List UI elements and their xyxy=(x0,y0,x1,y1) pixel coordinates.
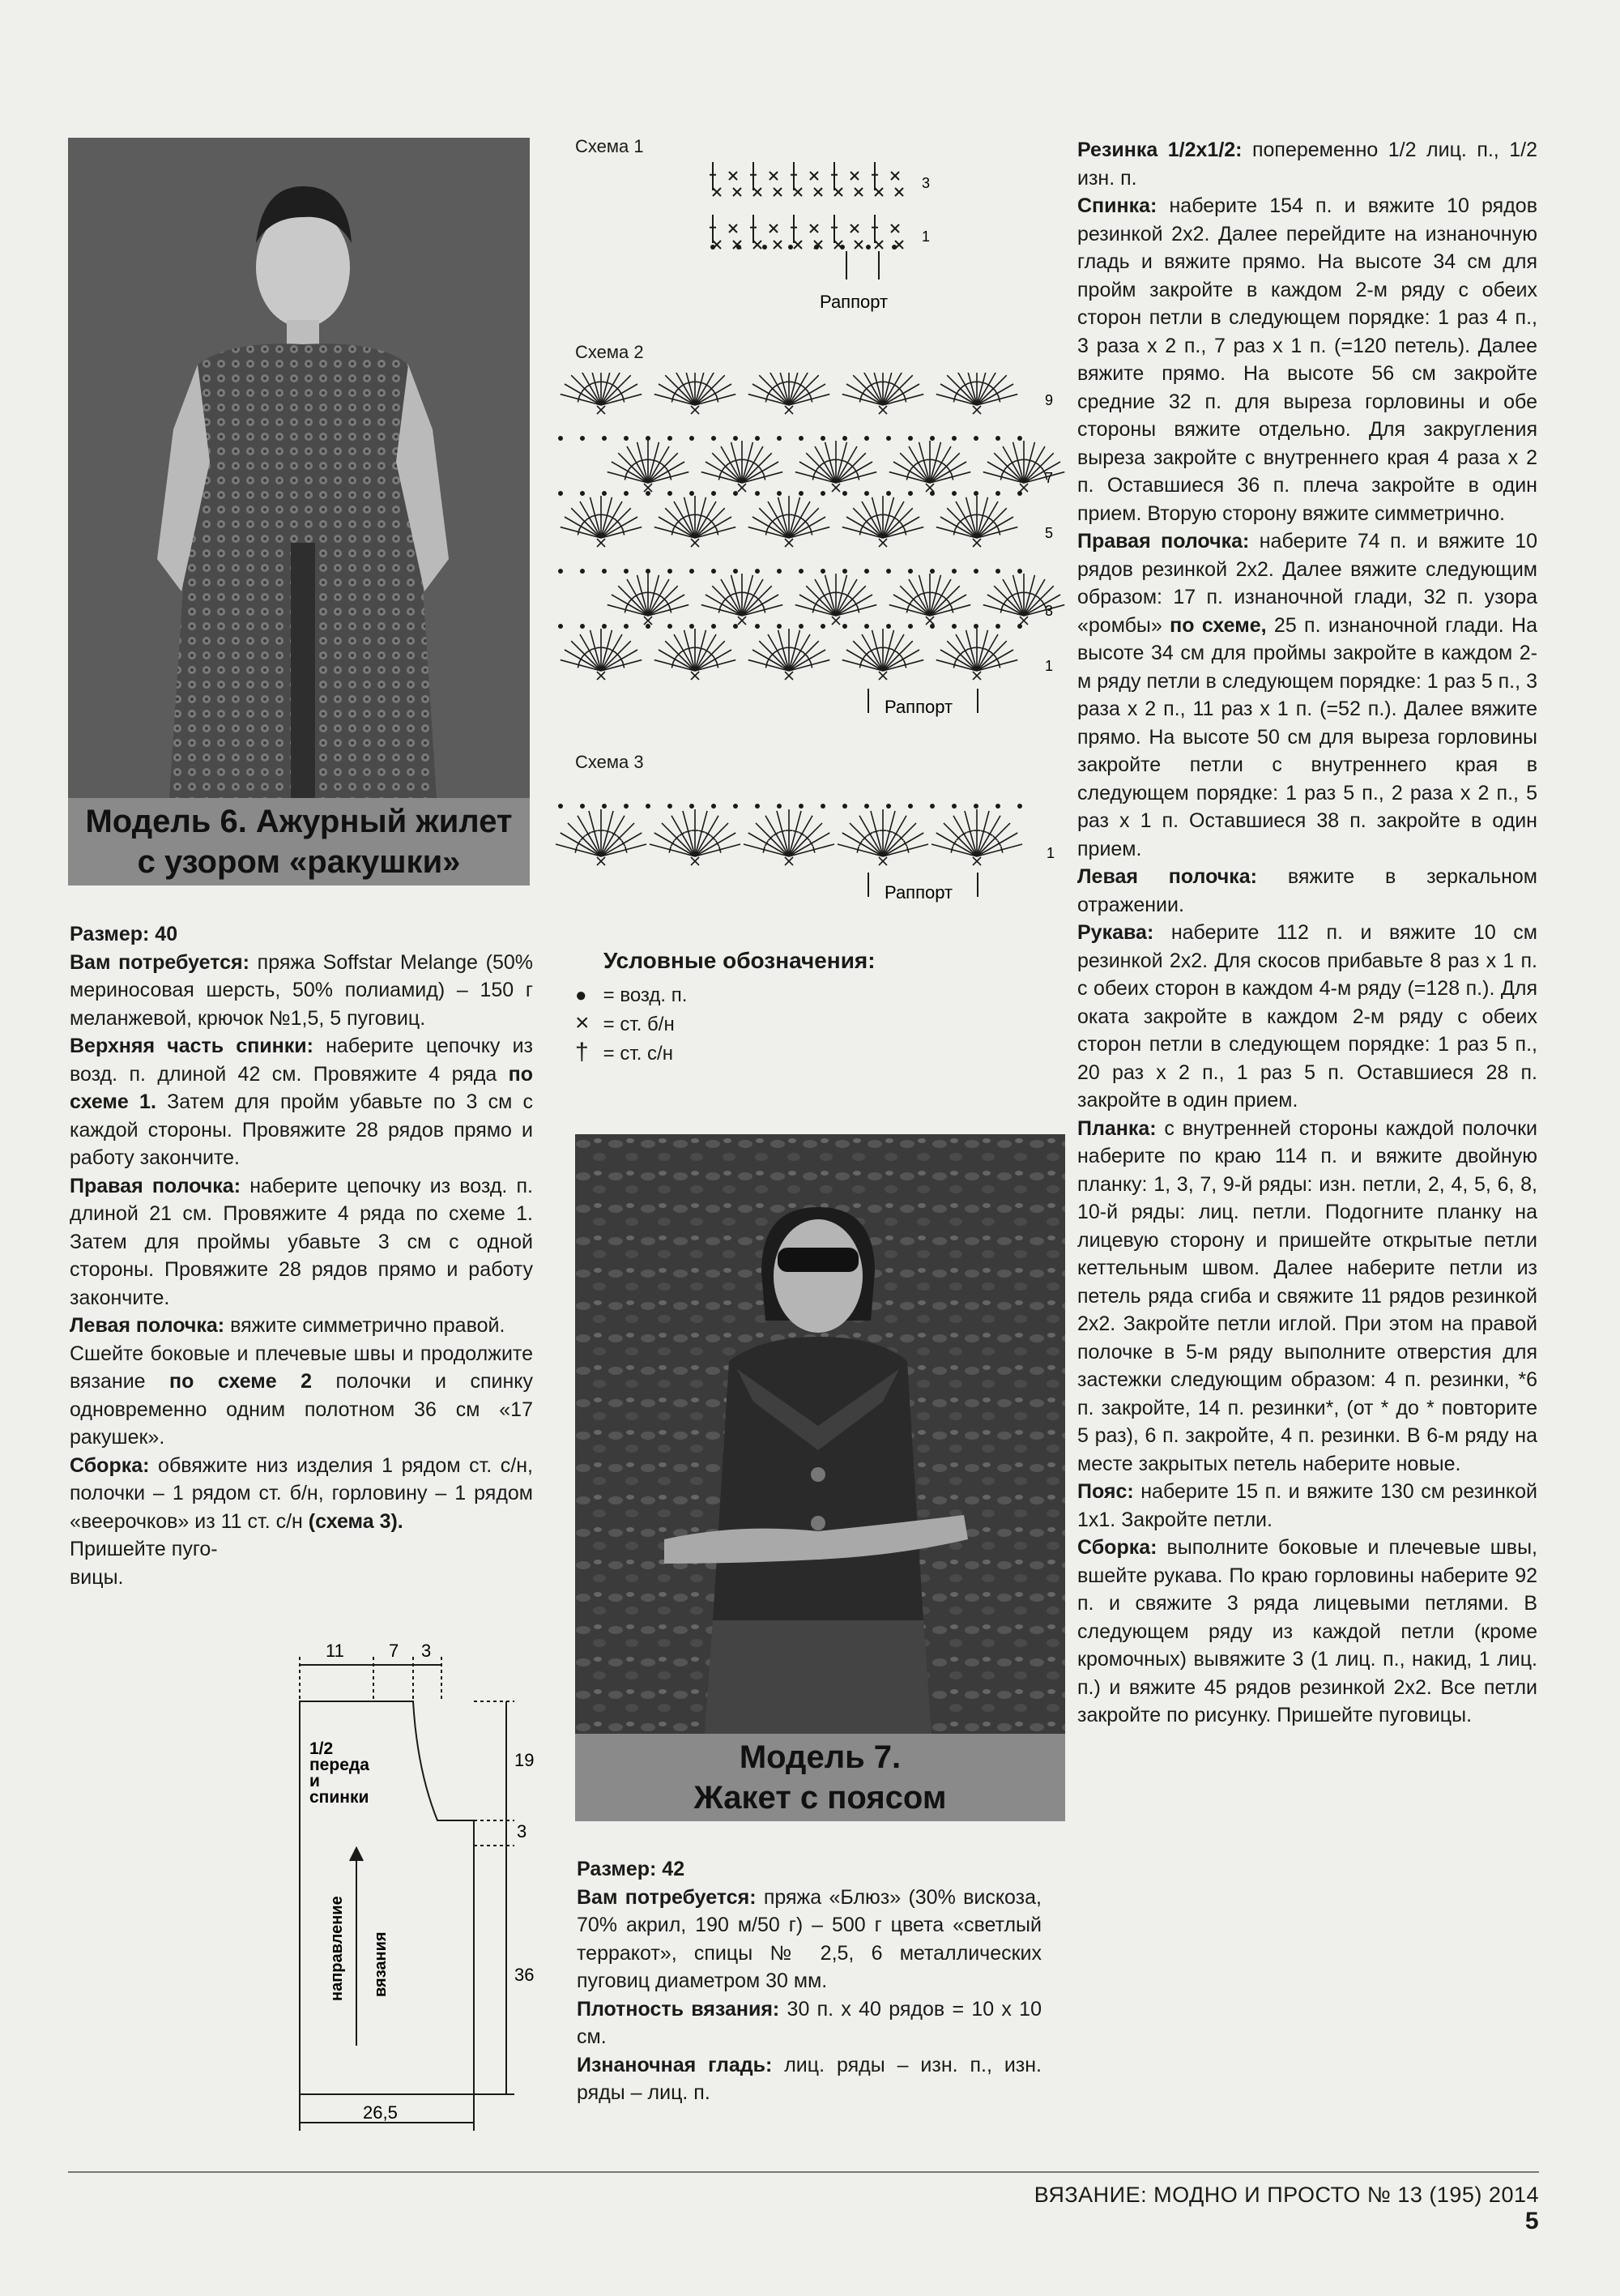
footer xyxy=(1021,2183,1539,2235)
schema2-label: Схема 2 xyxy=(575,342,644,362)
model7-purl-text: лиц. ряды – изн. п., изн. ряды – лиц. п. xyxy=(577,2053,1042,2104)
model6-seams-text-b: полочки и спинку одновременно одним полотном 36 см «17 ракушек». xyxy=(70,1370,533,1449)
model7-instructions xyxy=(577,1855,1042,2107)
dim-right-19: 19 xyxy=(514,1750,535,1770)
label-half: 1/2 xyxy=(309,1739,334,1758)
schema2-row-1: 1 xyxy=(1045,658,1054,674)
model7-density-label: Плотность вязания: xyxy=(577,1997,780,2021)
direction-text-2: вязания xyxy=(372,1931,390,1997)
model7-density-text: 30 п. х 40 рядов = 10 х 10 см. xyxy=(577,1997,1042,2048)
label-front: переда xyxy=(309,1756,369,1774)
right-front-bold: по схеме, xyxy=(1170,613,1267,637)
model7-figure xyxy=(575,1134,1065,1734)
schema3-label: Схема 3 xyxy=(575,752,644,772)
right-front-text-b: 25 п. изнаночной глади. На высоте 34 см для проймы закройте в каждом 2-м ряду петли в следующем порядке: 1 раз 5 п., 3 раза х 2 п., 11 раз х 1 п. (=52 п.). Далее вяжите прямо. На высоте 50 см для выреза горловины закройте петли с внутреннего края в следующем порядке: 1 раз 5 п., 2 раза х 2 п., 5 раз х 1 п. Оставшиеся 38 п. закройте в один прием. xyxy=(1077,613,1537,860)
model6-left-text: вяжите симметрично правой. xyxy=(224,1314,505,1337)
left-front-label: Левая полочка: xyxy=(1077,865,1258,888)
model6-back-top-text-b: Затем для пройм убавьте по 3 см с каждой стороны. Провяжите 28 рядов прямо и работу закончите. xyxy=(70,1090,533,1169)
footer-rule xyxy=(68,2171,1539,2173)
schema2-row-7: 7 xyxy=(1045,470,1054,486)
model6-seams-text-a: Сшейте боковые и плечевые швы и продолжите вязание xyxy=(70,1342,533,1393)
schema3-rapport: Раппорт xyxy=(885,882,953,903)
model6-size: Размер: 40 xyxy=(70,923,178,945)
model6-figure xyxy=(68,138,530,798)
model6-right-text: наберите цепочку из возд. п. длиной 21 см. Провяжите 4 ряда по схеме 1. Затем для проймы убавьте 3 см с одной стороны. Провяжите 28 рядов прямо и работу закончите. xyxy=(70,1174,533,1309)
assembly-text: выполните боковые и плечевые швы, вшейте рукава. По краю горловины наберите 92 п. и свяжите 3 ряда лицевыми петлями. В следующем ряду из каждой петли (кроме кромочных) вывяжите 3 (1 лиц. п., накид, 1 лиц. п.) и вяжите 45 рядов резинкой 2х2. Все петли закройте по рисунку. Пришейте пуговицы. xyxy=(1077,1536,1537,1726)
dim-bottom: 26,5 xyxy=(363,2102,398,2123)
left-front-text: вяжите в зеркальном отражении. xyxy=(1077,865,1537,916)
pattern-svg xyxy=(275,1632,543,2139)
schema2-svg xyxy=(552,373,1071,723)
belt-label: Пояс: xyxy=(1077,1480,1134,1503)
schema2-row-5: 5 xyxy=(1045,525,1054,541)
model7-needs-text: пряжа «Блюз» (30% вискоза, 70% акрил, 190 м/50 г) – 500 г цвета «светлый терракот», спицы № 2,5, 6 металлических пуговиц диаметром 30 мм. xyxy=(577,1885,1042,1992)
model7-caption xyxy=(575,1734,1065,1821)
schema3-row-1: 1 xyxy=(1047,845,1055,861)
legend-symbol-chain: ● xyxy=(575,984,587,1006)
model6-left-label: Левая полочка: xyxy=(70,1314,225,1337)
band-text: с внутренней стороны каждой полочки наберите по краю 114 п. и вяжите двойную планку: 1, 3, 7, 9-й ряды: изн. петли, 2, 4, 5, 6, 8, 10-й ряды: лиц. петли. Подогните планку на лицевую сторону и пришейте открытые петли кеттельным швом. Далее наберите петли из петель ряда сгиба и свяжите 11 рядов резинкой 2х2. Закройте петли иглой. При этом на правой полочке в 5-м ряду выполните отверстия для застежки следующим образом: 4 п. резинки, *6 п. закройте, 14 п. резинки*, (от * до * повторите 5 раз), 6 п. закройте, 4 п. резинки. В 6-м ряду на месте закрытых петель наберите новые. xyxy=(1077,1116,1537,1475)
model7-photo xyxy=(575,1134,1065,1734)
sleeves-label: Рукава: xyxy=(1077,921,1154,944)
label-and: и xyxy=(309,1772,320,1790)
schema3-svg xyxy=(552,782,1071,911)
right-front-text-a: наберите 74 п. и вяжите 10 рядов резинкой 2х2. Далее вяжите следующим образом: 17 п. изнаночной глади, 32 п. узора «ромбы» xyxy=(1077,530,1538,637)
dim-right-3: 3 xyxy=(517,1821,527,1841)
model6-instructions xyxy=(70,920,533,1591)
schema2-row-9: 9 xyxy=(1045,392,1054,408)
rib-text: попеременно 1/2 лиц. п., 1/2 изн. п. xyxy=(1077,139,1538,190)
schema2-row-3: 3 xyxy=(1045,603,1054,619)
legend-text-sc: = ст. б/н xyxy=(603,1014,675,1035)
page-number: 5 xyxy=(1524,2208,1539,2234)
legend-item-sc xyxy=(575,1009,932,1039)
legend-item-dc xyxy=(575,1039,932,1068)
assembly-label: Сборка: xyxy=(1077,1536,1157,1559)
dim-top-3: 3 xyxy=(421,1641,432,1661)
schema1-row-1: 1 xyxy=(922,228,931,245)
model7-caption-line1: Модель 7. xyxy=(739,1739,902,1775)
schema3-chart xyxy=(552,782,1071,911)
schema1-chart xyxy=(705,138,956,320)
dim-top-7: 7 xyxy=(389,1641,399,1661)
legend xyxy=(575,948,932,1068)
schema1-rapport: Раппорт xyxy=(820,292,889,312)
model7-size: Размер: 42 xyxy=(577,1858,685,1880)
schema1-row-3: 3 xyxy=(922,175,931,191)
band-label: Планка: xyxy=(1077,1116,1157,1140)
pattern-drawing xyxy=(275,1632,543,2139)
model7-needs-label: Вам потребуется: xyxy=(577,1885,757,1909)
model6-seams-bold: по схеме 2 xyxy=(169,1370,313,1393)
model6-back-top-text-a: наберите цепочку из возд. п. длиной 42 см. Провяжите 4 ряда xyxy=(70,1035,534,1086)
back-text: наберите 154 п. и вяжите 10 рядов резинкой 2х2. Далее перейдите на изнаночную гладь и вяжите прямо. На высоте 34 см для пройм закройте в каждом 2-м ряду с обеих сторон петли в следующем порядке: 1 раз 4 п., 3 раза х 2 п., 7 раз х 1 п. (=120 петель). Далее вяжите прямо. На высоте 56 см закройте средние 32 п. для выреза горловины и обе стороны вяжите отдельно. Для закругления выреза закройте с внутреннего края 4 раза х 2 п. Оставшиеся 36 п. плеча закройте в один прием. Вторую сторону вяжите симметрично. xyxy=(1077,194,1537,525)
schema1-svg xyxy=(705,138,956,320)
model6-assembly-line2: вицы. xyxy=(70,1565,124,1589)
model6-assembly-text-a: обвяжите низ изделия 1 рядом ст. с/н, полочки – 1 рядом ст. б/н, горловину – 1 рядом «веерочков» из 11 ст. с/н xyxy=(70,1453,533,1533)
legend-title: Условные обозначения: xyxy=(603,948,876,973)
model6-photo xyxy=(68,138,530,798)
rib-label: Резинка 1/2х1/2: xyxy=(1077,139,1243,161)
model6-needs-text: пряжа Soffstar Melange (50% мериносовая шерсть, 50% полиамид) – 150 г меланжевой, крючок №1,5, 5 пуговиц. xyxy=(70,950,533,1030)
legend-symbol-dc: † xyxy=(575,1039,589,1065)
model6-right-label: Правая полочка: xyxy=(70,1174,241,1197)
model7-purl-label: Изнаночная гладь: xyxy=(577,2053,773,2076)
direction-text-1: направление xyxy=(328,1896,346,2001)
schema2-rapport: Раппорт xyxy=(885,697,953,717)
legend-symbol-sc: × xyxy=(575,1009,590,1036)
legend-text-dc: = ст. с/н xyxy=(603,1043,673,1065)
model6-assembly-label: Сборка: xyxy=(70,1453,150,1477)
model6-caption-line2: с узором «ракушки» xyxy=(137,844,461,880)
model6-back-top-bold: по схеме 1. xyxy=(70,1062,533,1113)
label-back: спинки xyxy=(309,1788,369,1807)
model6-caption xyxy=(68,798,530,886)
model7-caption-line2: Жакет с поясом xyxy=(693,1780,947,1816)
model6-needs-label: Вам потребуется: xyxy=(70,950,249,974)
dim-right-36: 36 xyxy=(514,1965,535,1985)
legend-text-chain: = возд. п. xyxy=(603,984,688,1006)
model6-assembly-line1: Пришейте пуго- xyxy=(70,1538,218,1560)
right-front-label: Правая полочка: xyxy=(1077,530,1250,553)
legend-item-chain xyxy=(575,982,932,1009)
schema2-chart xyxy=(552,373,1071,723)
model6-back-top-label: Верхняя часть спинки: xyxy=(70,1035,313,1057)
dim-top-11: 11 xyxy=(326,1641,344,1661)
schema1-label: Схема 1 xyxy=(575,136,644,156)
belt-text: наберите 15 п. и вяжите 130 см резинкой 1х1. Закройте петли. xyxy=(1077,1480,1537,1531)
model6-caption-line1: Модель 6. Ажурный жилет xyxy=(85,804,513,839)
sleeves-text: наберите 112 п. и вяжите 10 см резинкой 2х2. Для скосов прибавьте 8 раз х 1 п. с обеих сторон в каждом 4-м ряду (=128 п.). Для оката закройте в каждом 2-м ряду с обеих сторон петли в следующем порядке: 1 раз 5 п., 20 раз х 2 п., 1 раз 5 п. Оставшиеся 28 п. закройте в один прием. xyxy=(1077,921,1537,1112)
footer-title: ВЯЗАНИЕ: МОДНО И ПРОСТО № 13 (195) 2014 xyxy=(1034,2183,1539,2207)
back-label: Спинка: xyxy=(1077,194,1157,217)
model6-assembly-bold: (схема 3). xyxy=(308,1509,403,1533)
model7-instructions-continued xyxy=(1077,136,1537,1730)
